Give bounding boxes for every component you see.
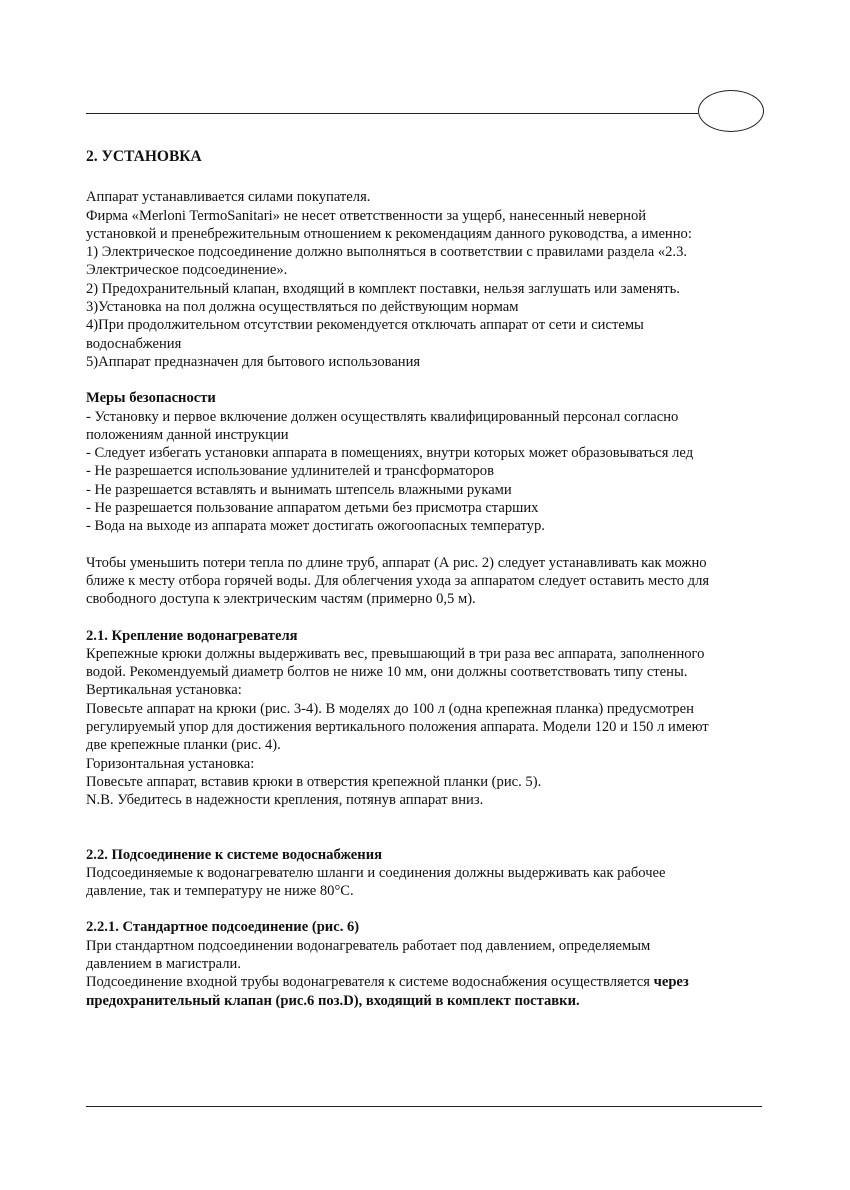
text-line: свободного доступа к электрическим частям (примерно 0,5 м). [86, 591, 476, 608]
mounting-heading: 2.1. Крепление водонагревателя [86, 627, 298, 644]
text-line: регулируемый упор для достижения вертикального положения аппарата. Модели 120 и 150 л имеют [86, 719, 709, 736]
text-line: 2) Предохранительный клапан, входящий в комплект поставки, нельзя заглушать или заменять. [86, 280, 680, 297]
text-line: Крепежные крюки должны выдерживать вес, превышающий в три раза вес аппарата, заполненного [86, 645, 705, 662]
standard-connection-block [86, 918, 766, 1009]
text-line-bold: предохранительный клапан (рис.6 поз.D), входящий в комплект поставки. [86, 992, 580, 1009]
heat-loss-block [86, 554, 766, 609]
section-title: 2. УСТАНОВКА [86, 148, 202, 165]
text-line: ближе к месту отбора горячей воды. Для облегчения ухода за аппаратом следует оставить место для [86, 572, 710, 589]
text-fragment: Подсоединение входной трубы водонагревателя к системе водоснабжения осуществляется [86, 974, 654, 991]
text-line: Повесьте аппарат, вставив крюки в отверстия крепежной планки (рис. 5). [86, 773, 542, 790]
text-line: - Следует избегать установки аппарата в помещениях, внутри которых может образовываться лед [86, 445, 694, 462]
text-line: давлением в магистрали. [86, 955, 241, 972]
text-line: При стандартном подсоединении водонагреватель работает под давлением, определяемым [86, 937, 651, 954]
bold-fragment: через [653, 974, 689, 991]
standard-connection-heading: 2.2.1. Стандартное подсоединение (рис. 6) [86, 919, 360, 936]
text-line: - Установку и первое включение должен осуществлять квалифицированный персонал согласно [86, 408, 679, 425]
text-line: Повесьте аппарат на крюки (рис. 3-4). В моделях до 100 л (одна крепежная планка) предусмотрен [86, 700, 694, 717]
text-line: - Не разрешается пользование аппаратом детьми без присмотра старших [86, 500, 539, 517]
text-line: Электрическое подсоединение». [86, 262, 288, 279]
text-line: 4)При продолжительном отсутствии рекомендуется отключать аппарат от сети и системы [86, 317, 644, 334]
text-line: водой. Рекомендуемый диаметр болтов не ниже 10 мм, они должны соответствовать типу стены. [86, 664, 688, 681]
text-line: 5)Аппарат предназначен для бытового использования [86, 353, 421, 370]
text-line: установкой и пренебрежительным отношением к рекомендациям данного руководства, а именно: [86, 225, 692, 242]
header-rule [86, 113, 698, 114]
text-line: - Вода на выходе из аппарата может достигать ожогоопасных температур. [86, 518, 545, 535]
text-line: Чтобы уменьшить потери тепла по длине труб, аппарат (А рис. 2) следует устанавливать как можно [86, 554, 707, 571]
text-line: 3)Установка на пол должна осуществляться по действующим нормам [86, 299, 519, 316]
intro-block [86, 188, 766, 371]
footer-rule [86, 1106, 762, 1107]
text-line: 1) Электрическое подсоединение должно выполняться в соответствии с правилами раздела «2.3. [86, 244, 688, 261]
text-line: Вертикальная установка: [86, 682, 242, 699]
text-line: N.B. Убедитесь в надежности крепления, потянув аппарат вниз. [86, 792, 484, 809]
page-content [86, 148, 766, 1010]
text-line: положениям данной инструкции [86, 426, 289, 443]
mounting-block [86, 627, 766, 810]
page-number-oval [698, 90, 764, 132]
text-line: две крепежные планки (рис. 4). [86, 737, 281, 754]
text-line: давление, так и температуру не ниже 80°С. [86, 883, 354, 900]
water-connection-block [86, 846, 766, 901]
text-line: Подсоединяемые к водонагревателю шланги и соединения должны выдерживать как рабочее [86, 864, 666, 881]
text-line: Горизонтальная установка: [86, 755, 255, 772]
text-line: водоснабжения [86, 335, 182, 352]
text-line: Аппарат устанавливается силами покупателя. [86, 189, 371, 206]
text-line: - Не разрешается вставлять и вынимать штепсель влажными руками [86, 481, 512, 498]
safety-heading: Меры безопасности [86, 390, 216, 407]
safety-block [86, 389, 766, 535]
text-line [86, 973, 766, 991]
water-connection-heading: 2.2. Подсоединение к системе водоснабжения [86, 846, 382, 863]
text-line: Фирма «Merloni TermoSanitari» не несет ответственности за ущерб, нанесенный неверной [86, 207, 647, 224]
text-line: - Не разрешается использование удлинителей и трансформаторов [86, 463, 494, 480]
